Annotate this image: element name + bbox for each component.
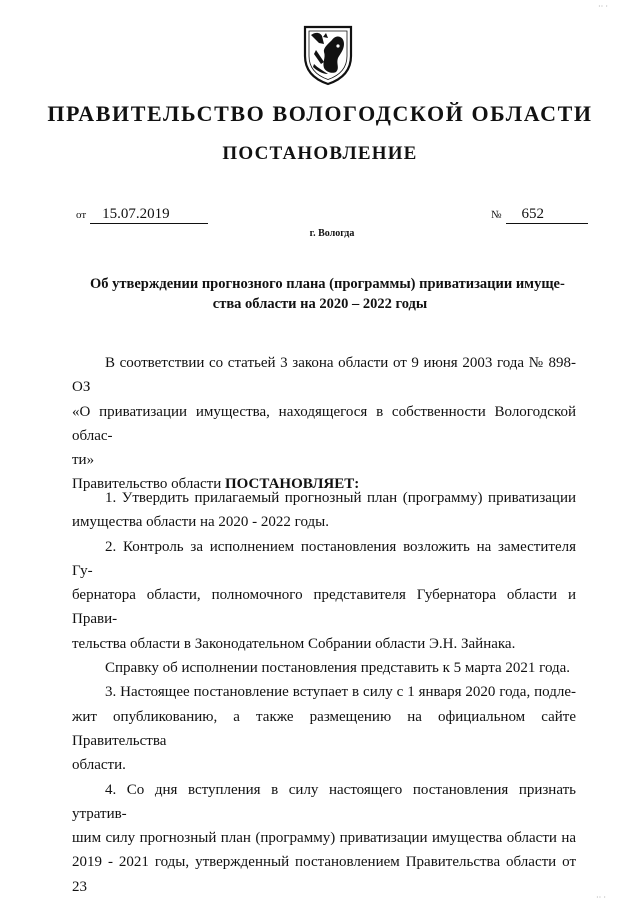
item-2-line: бернатора области, полномочного представителя Губернатора области и Прави-	[72, 587, 576, 628]
document-subject	[90, 274, 565, 314]
scan-mark: ·· ·	[598, 2, 608, 11]
preamble	[72, 351, 576, 497]
preamble-line: «О приватизации имущества, находящегося в собственности Вологодской облас-	[72, 403, 576, 444]
item-2-line: тельства области в Законодательном Собрании области Э.Н. Зайнака.	[72, 635, 516, 652]
preamble-line: ти»	[72, 452, 95, 469]
item-4-line: 2019 - 2021 годы, утвержденный постановлением Правительства области от 23	[72, 854, 576, 895]
decree-items	[72, 486, 576, 899]
document-type: ПОСТАНОВЛЕНИЕ	[222, 143, 418, 164]
scan-mark: ·· ·	[596, 893, 606, 902]
number-field	[491, 206, 588, 224]
subject-line: Об утверждении прогнозного плана (программы) приватизации имуще-	[90, 276, 565, 292]
item-1-line: 1. Утвердить прилагаемый прогнозный план (программу) приватизации	[105, 490, 576, 506]
item-4-line: 4. Со дня вступления в силу настоящего постановления признать утратив-	[72, 781, 576, 822]
vologda-coat-of-arms-icon	[302, 24, 354, 86]
date-field	[76, 206, 208, 224]
item-2-line: 2. Контроль за исполнением постановления возложить на заместителя Гу-	[72, 538, 576, 579]
item-2-report-line: Справку об исполнении постановления представить к 5 марта 2021 года.	[105, 660, 571, 677]
preamble-line: В соответствии со статьей 3 закона области от 9 июня 2003 года № 898-ОЗ	[72, 355, 576, 396]
date-prefix: от	[76, 209, 87, 221]
item-1-line: имущества области на 2020 - 2022 годы.	[72, 514, 329, 531]
document-number: 652	[506, 206, 588, 224]
subject-line: ства области на 2020 – 2022 годы	[212, 296, 428, 312]
item-4-line: шим силу прогнозный план (программу) приватизации имущества области на	[72, 830, 576, 847]
decree-word: ПОСТАНОВЛЯЕТ:	[224, 476, 360, 493]
item-3-line: 3. Настоящее постановление вступает в силу с 1 января 2020 года, подле-	[105, 684, 576, 701]
item-3-line: области.	[72, 757, 126, 774]
city-label: г. Вологда	[309, 228, 355, 239]
item-3-line: жит опубликованию, а также размещению на официальном сайте Правительства	[72, 708, 576, 749]
number-prefix: №	[491, 209, 502, 221]
document-date: 15.07.2019	[90, 206, 208, 224]
decree-lead: Правительство области	[72, 476, 222, 493]
organization-title: ПРАВИТЕЛЬСТВО ВОЛОГОДСКОЙ ОБЛАСТИ	[47, 101, 593, 126]
